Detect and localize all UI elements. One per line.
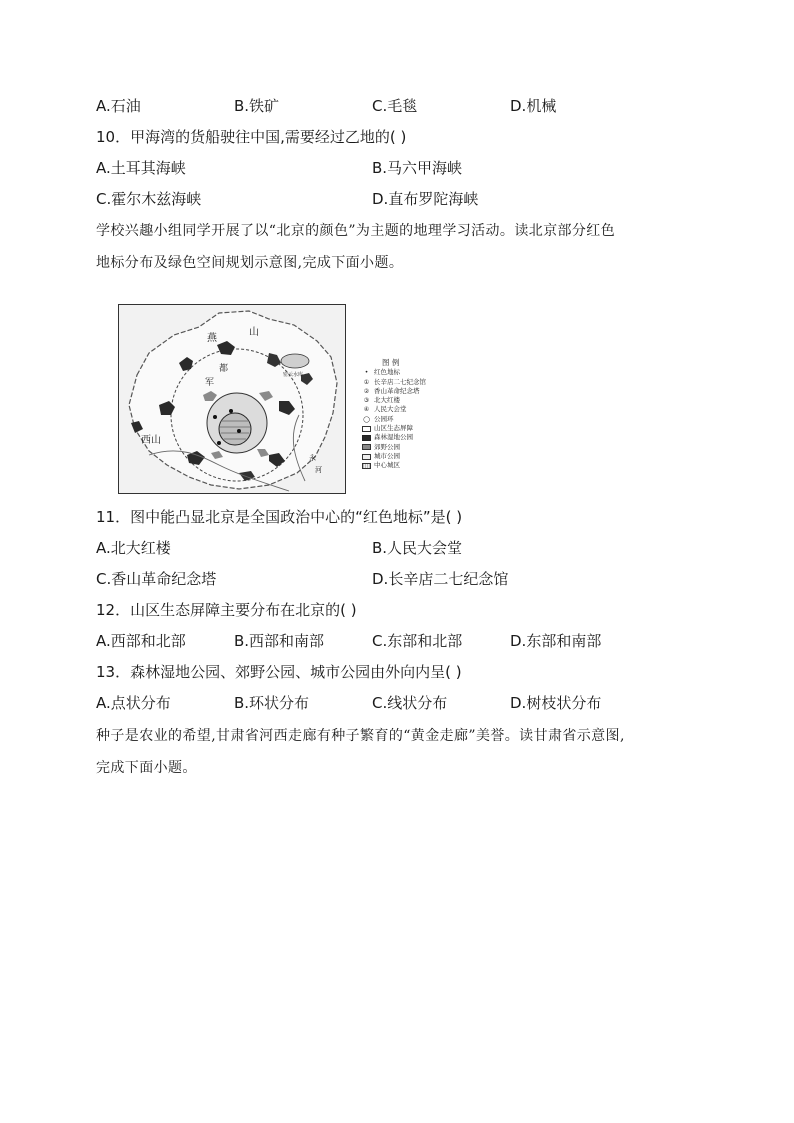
q10-option-c: C.霍尔木兹海峡 xyxy=(96,190,202,208)
q11-option-b: B.人民大会堂 xyxy=(372,539,463,557)
legend-label: 红色地标 xyxy=(374,368,400,377)
q13-stem: 13．森林湿地公园、郊野公园、城市公园由外向内呈( ) xyxy=(96,663,462,681)
legend-label: 公园环 xyxy=(374,414,394,423)
map-label-shan: 山 xyxy=(249,327,259,338)
q10-option-b: B.马六甲海峡 xyxy=(372,159,463,177)
q11-stem: 11．图中能凸显北京是全国政治中心的“红色地标”是( ) xyxy=(96,508,463,526)
legend-symbol: ③ xyxy=(363,397,370,405)
map-label-yan: 燕 xyxy=(207,333,217,344)
legend-label: 人民大会堂 xyxy=(374,405,407,414)
q12-option-d: D.东部和南部 xyxy=(510,632,602,650)
gansu-intro-line2: 完成下面小题。 xyxy=(96,760,197,776)
q10-option-d: D.直布罗陀海峡 xyxy=(372,190,479,208)
beijing-intro-line2: 地标分布及绿色空间规划示意图,完成下面小题。 xyxy=(96,255,404,271)
legend-label: 郊野公园 xyxy=(374,442,400,451)
q11-option-a: A.北大红楼 xyxy=(96,539,171,557)
q10-stem: 10．甲海湾的货船驶往中国,需要经过乙地的( ) xyxy=(96,128,407,146)
legend-symbol: ① xyxy=(363,378,370,386)
legend-symbol: ② xyxy=(363,387,370,395)
legend-item xyxy=(362,415,462,424)
q11-option-c: C.香山革命纪念塔 xyxy=(96,570,217,588)
q9-option-d: D.机械 xyxy=(510,97,557,115)
legend-swatch-suburban xyxy=(362,444,371,450)
beijing-intro-line1: 学校兴趣小组同学开展了以“北京的颜色”为主题的地理学习活动。读北京部分红色 xyxy=(96,223,616,239)
legend-swatch-mountain xyxy=(362,426,371,432)
legend-swatch-central-city xyxy=(362,463,371,469)
legend-item xyxy=(362,424,462,433)
legend-symbol: • xyxy=(364,369,369,377)
legend-symbol: ④ xyxy=(363,406,370,414)
legend-item xyxy=(362,443,462,452)
legend-label: 中心城区 xyxy=(374,461,400,470)
q9-option-b: B.铁矿 xyxy=(234,97,280,115)
beijing-map-figure xyxy=(118,300,458,496)
map-label-reservoir: 密云水库 xyxy=(283,372,304,378)
q12-option-b: B.西部和南部 xyxy=(234,632,325,650)
q9-option-c: C.毛毯 xyxy=(372,97,418,115)
q13-option-c: C.线状分布 xyxy=(372,694,448,712)
q12-option-c: C.东部和北部 xyxy=(372,632,463,650)
legend-swatch-forest xyxy=(362,435,371,441)
map-label-du: 都 xyxy=(219,364,229,374)
legend-item xyxy=(362,461,462,470)
beijing-map-drawing xyxy=(119,305,345,493)
legend-item xyxy=(362,368,462,377)
q12-stem: 12．山区生态屏障主要分布在北京的( ) xyxy=(96,601,357,619)
map-label-xishan: 西山 xyxy=(141,435,161,446)
legend-label: 山区生态屏障 xyxy=(374,424,413,433)
q12-option-a: A.西部和北部 xyxy=(96,632,186,650)
q13-option-b: B.环状分布 xyxy=(234,694,310,712)
map-label-river1: 永 xyxy=(309,454,316,462)
legend-label: 城市公园 xyxy=(374,451,400,460)
legend-item xyxy=(362,433,462,442)
legend-item xyxy=(362,452,462,461)
legend-label: 长辛店二七纪念馆 xyxy=(374,377,426,386)
q13-option-a: A.点状分布 xyxy=(96,694,171,712)
beijing-map xyxy=(118,304,346,494)
legend-label: 北大红楼 xyxy=(374,396,400,405)
q11-option-d: D.长辛店二七纪念馆 xyxy=(372,570,509,588)
legend-label: 森林湿地公园 xyxy=(374,433,413,442)
map-label-jun: 军 xyxy=(205,378,215,388)
legend-title: 图 例 xyxy=(382,358,400,367)
map-label-river2: 河 xyxy=(315,466,322,474)
q13-option-d: D.树枝状分布 xyxy=(510,694,602,712)
gansu-intro-line1: 种子是农业的希望,甘肃省河西走廊有种子繁育的“黄金走廊”美誉。读甘肃省示意图, xyxy=(96,728,625,744)
legend-item xyxy=(362,405,462,414)
legend-item xyxy=(362,378,462,387)
legend-symbol: ◯ xyxy=(363,415,370,423)
q9-option-a: A.石油 xyxy=(96,97,141,115)
q10-option-a: A.土耳其海峡 xyxy=(96,159,186,177)
legend-label: 香山革命纪念塔 xyxy=(374,386,420,395)
legend-swatch-city-park xyxy=(362,454,371,460)
map-legend xyxy=(362,358,462,471)
legend-item xyxy=(362,387,462,396)
